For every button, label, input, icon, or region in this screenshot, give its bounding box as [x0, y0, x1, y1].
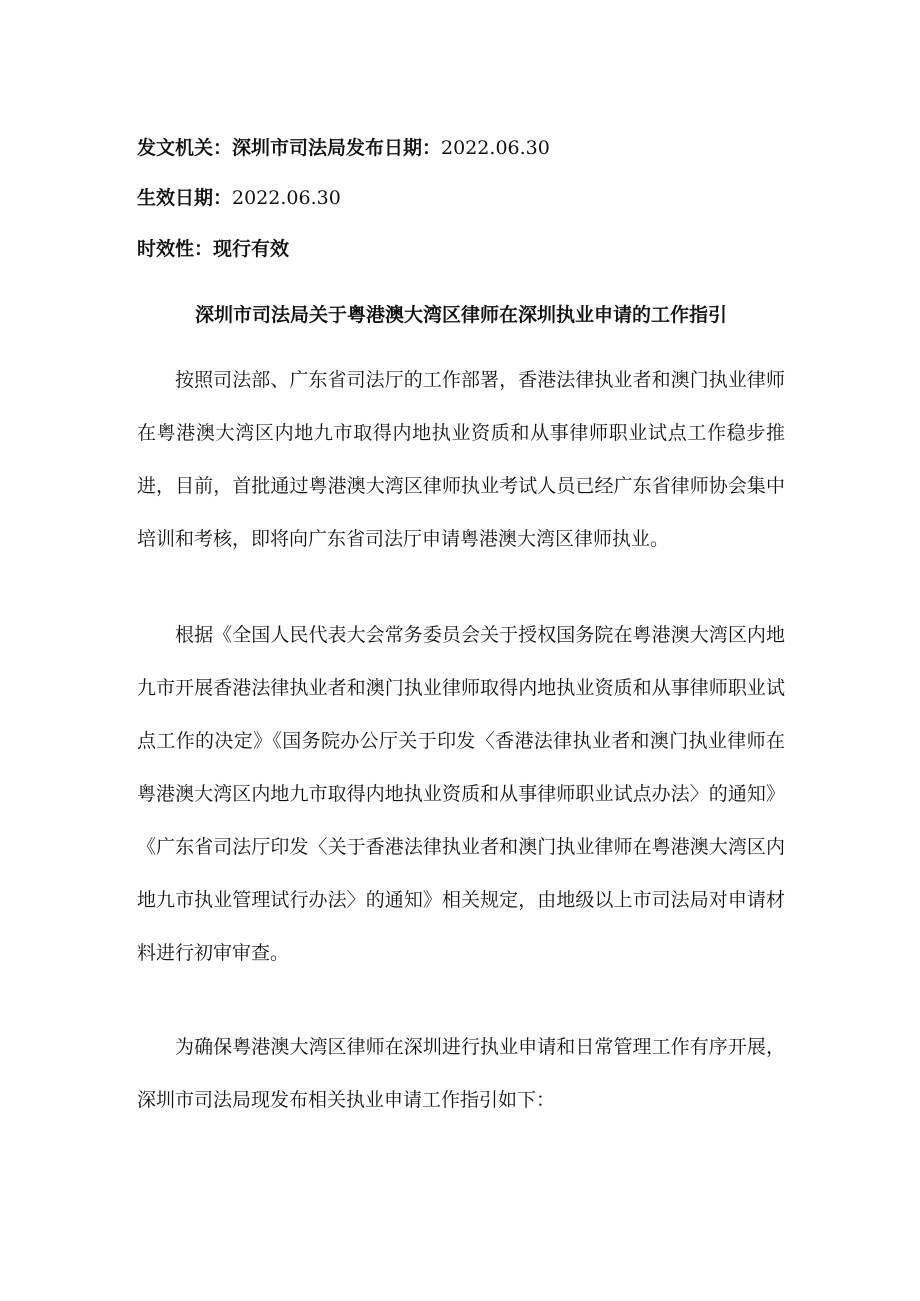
- validity-label: 时效性：: [137, 238, 214, 260]
- issuer-publish-line: [137, 136, 550, 160]
- document-title: 深圳市司法局关于粤港澳大湾区律师在深圳执业申请的工作指引: [194, 304, 727, 326]
- issuer-label: 发文机关：: [137, 137, 233, 159]
- publish-date-value: 2022.06.30: [441, 137, 550, 159]
- paragraph-2: 根据《全国人民代表大会常务委员会关于授权国务院在粤港澳大湾区内地九市开展香港法律执业者和澳门执业律师取得内地执业资质和从事律师职业试点工作的决定》《国务院办公厅关于印发〈香港法律执业者和澳门执业律师在粤港澳大湾区内地九市取得内地执业资质和从事律师职业试点办法〉的通知》《广东省司法厅印发〈关于香港法律执业者和澳门执业律师在粤港澳大湾区内地九市执业管理试行办法〉的通知》相关规定，由地级以上市司法局对申请材料进行初审审查。: [137, 624, 785, 964]
- issuer-value: 深圳市司法局: [232, 137, 347, 159]
- validity-value: 现行有效: [213, 238, 290, 260]
- validity-line: [137, 237, 289, 261]
- publish-date-label: 发布日期：: [346, 137, 442, 159]
- paragraph-1: 按照司法部、广东省司法厅的工作部署，香港法律执业者和澳门执业律师在粤港澳大湾区内地九市取得内地执业资质和从事律师职业试点工作稳步推进，目前，首批通过粤港澳大湾区律师执业考试人员已经广东省律师协会集中培训和考核，即将向广东省司法厅申请粤港澳大湾区律师执业。: [137, 369, 785, 550]
- effective-date-line: [137, 186, 341, 210]
- paragraph-3: 为确保粤港澳大湾区律师在深圳进行执业申请和日常管理工作有序开展，深圳市司法局现发布相关执业申请工作指引如下：: [137, 1036, 785, 1111]
- effective-date-value: 2022.06.30: [232, 187, 341, 209]
- effective-date-label: 生效日期：: [137, 187, 233, 209]
